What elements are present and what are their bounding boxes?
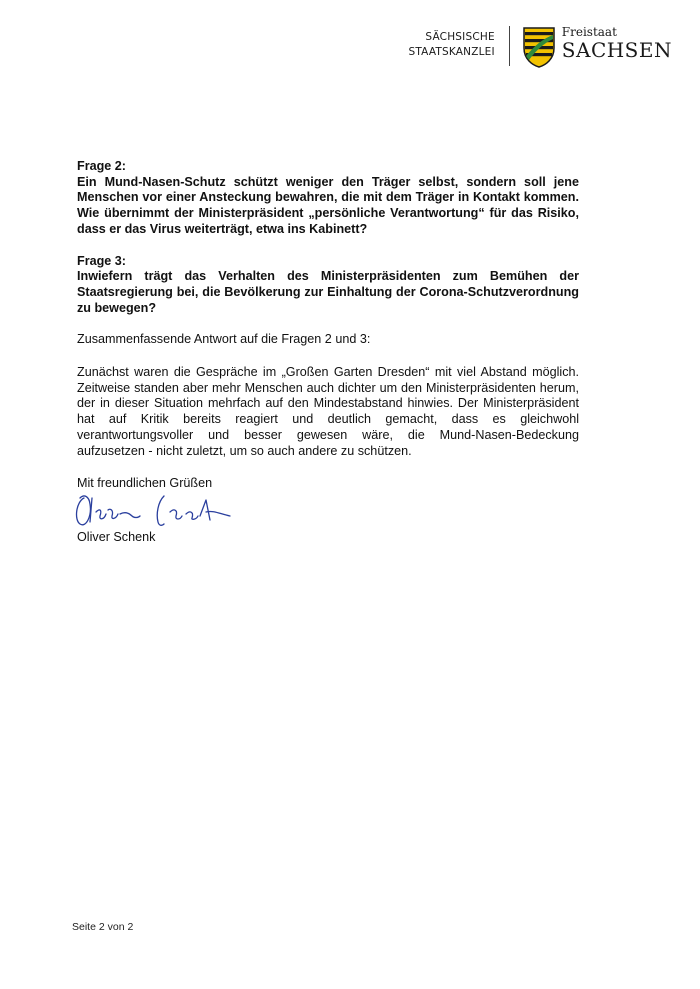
question-3-text: Inwiefern trägt das Verhalten des Ministerpräsidenten zum Bemühen der Staatsregierung bei, die Bevölkerung zur Einhaltung der Corona-Schutzverordnung zu bewegen? — [77, 269, 579, 315]
question-2-label: Frage 2: — [77, 159, 126, 173]
question-2 — [77, 159, 579, 238]
agency-line-1: SÄCHSISCHE — [425, 31, 495, 43]
summary-intro: Zusammenfassende Antwort auf die Fragen 2 und 3: — [77, 332, 371, 347]
handwritten-signature — [70, 486, 250, 534]
closing-greeting: Mit freundlichen Grüßen — [77, 476, 213, 491]
brand-sachsen: SACHSEN — [561, 38, 672, 62]
coat-of-arms-icon — [522, 26, 556, 68]
brand-freistaat: Freistaat — [561, 25, 617, 39]
letter-body — [77, 159, 579, 509]
letterhead — [408, 26, 672, 68]
agency-name — [408, 30, 494, 60]
question-3 — [77, 254, 579, 317]
signer-name: Oliver Schenk — [77, 530, 156, 544]
answer-paragraph: Zunächst waren die Gespräche im „Großen Garten Dresden“ mit viel Abstand möglich. Zeitweise standen aber mehr Menschen auch dichter um den Ministerpräsidenten herum, der in dieser Situation mehrfach auf den Mindestabstand hinwies. Der Ministerpräsident hat auf Kritik bereits reagiert und deutlich gemacht, dass es gleichwohl verantwortungsvoller und besser gewesen wäre, die Mund-Nasen-Bedeckung aufzusetzen - nicht zuletzt, um so auch andere zu schützen. — [77, 365, 579, 458]
page-number: Seite 2 von 2 — [72, 921, 134, 933]
state-brand — [562, 26, 672, 61]
agency-line-2: STAATSKANZLEI — [408, 46, 495, 58]
question-3-label: Frage 3: — [77, 253, 126, 268]
question-2-text: Ein Mund-Nasen-Schutz schützt weniger den Träger selbst, sondern soll jene Menschen vor einer Ansteckung bewahren, die mit dem Träger in Kontakt kommen. Wie übernimmt der Ministerpräsident „persönliche Verantwortung“ für das Risiko, dass er das Virus weiterträgt, etwa ins Kabinett? — [77, 174, 579, 236]
letterhead-divider — [509, 26, 510, 66]
